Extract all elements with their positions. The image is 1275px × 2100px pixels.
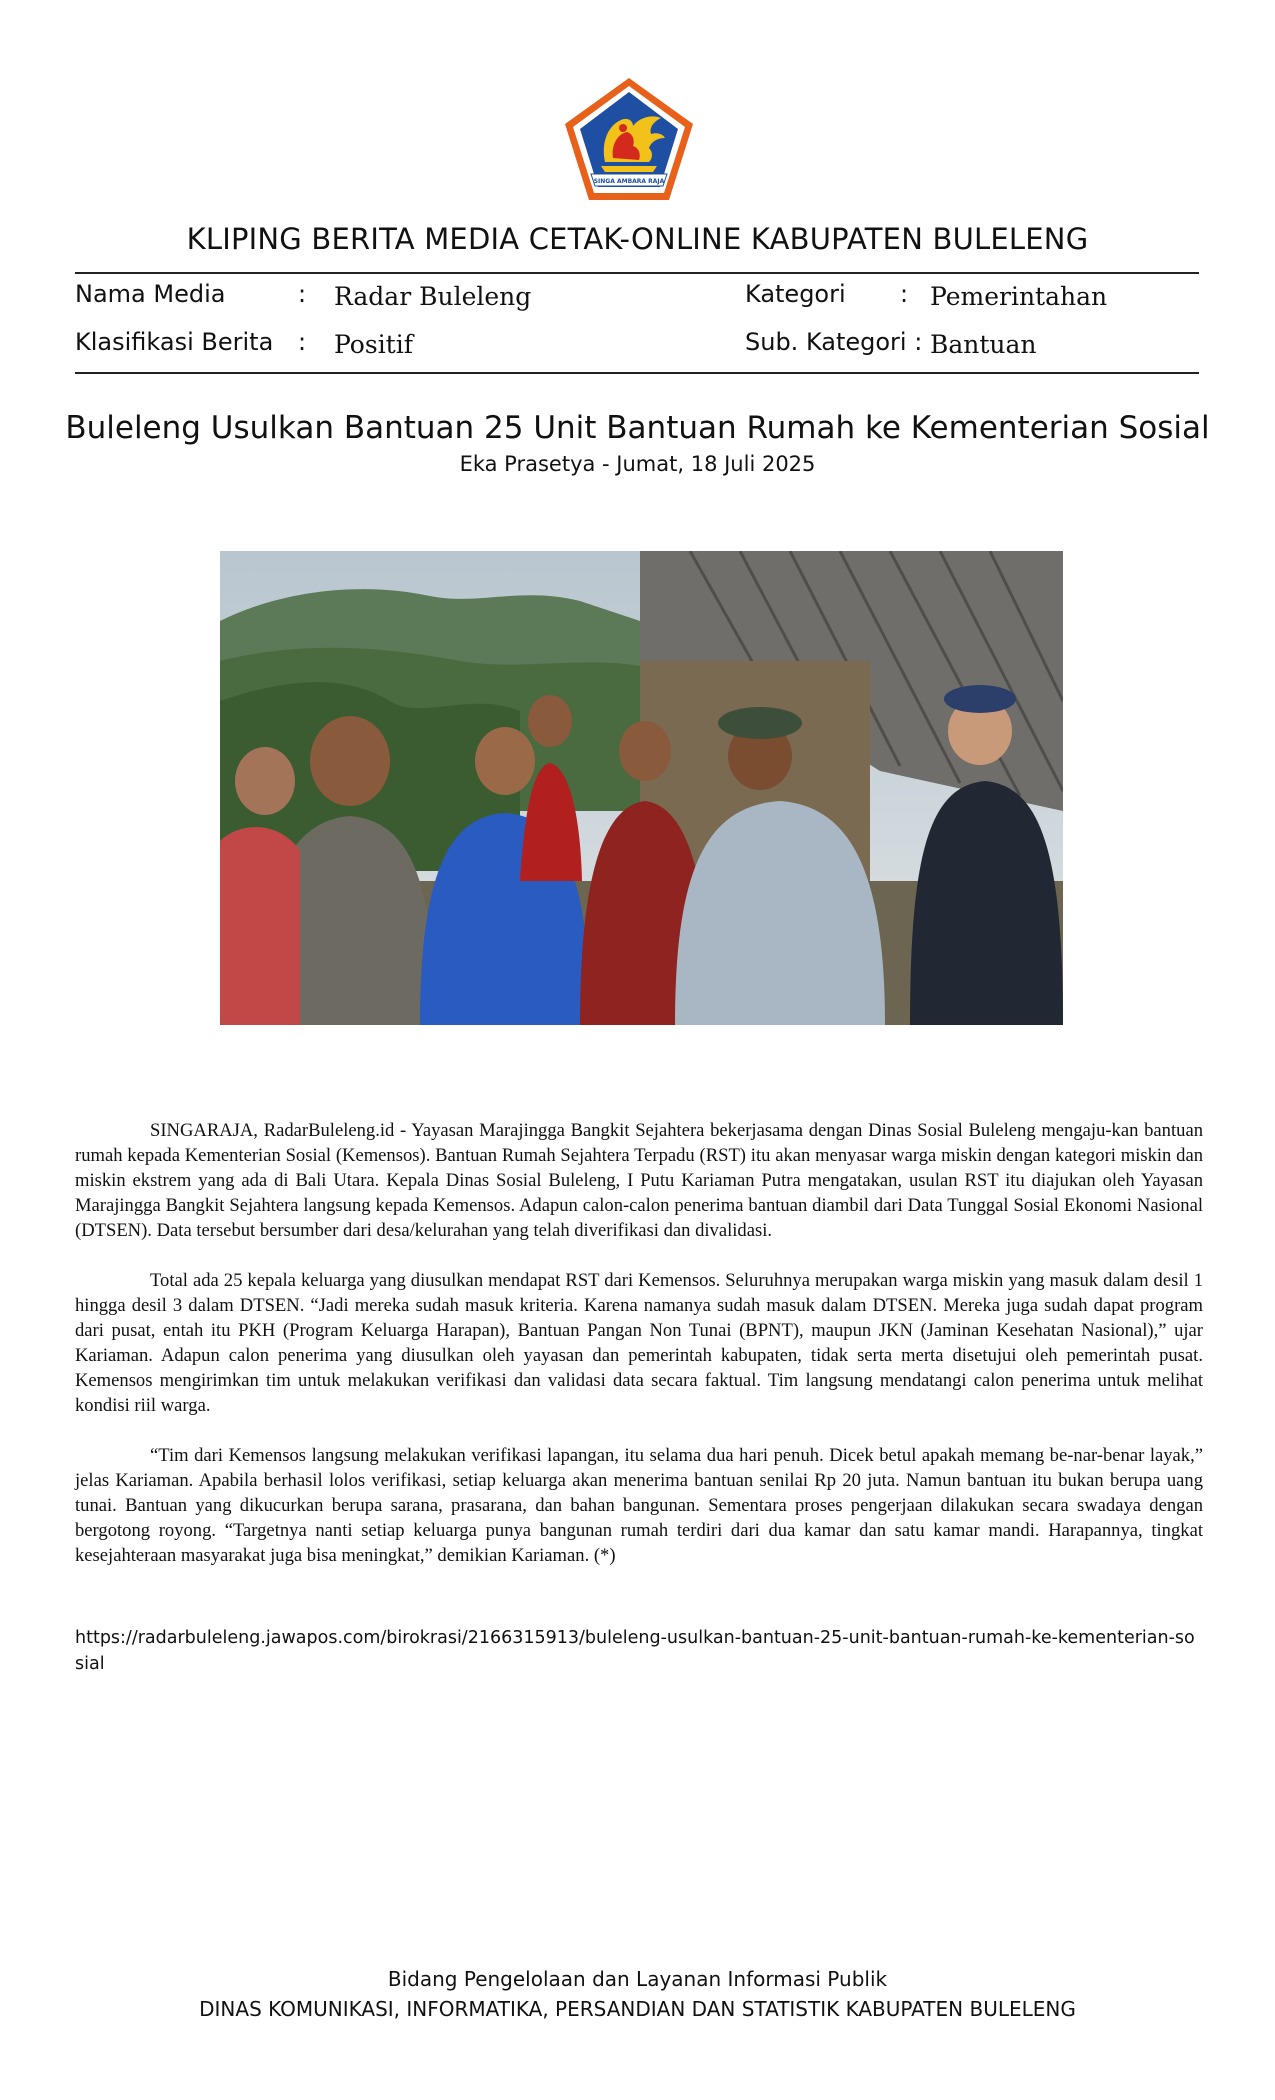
source-url[interactable]: https://radarbuleleng.jawapos.com/birokrasi/2166315913/buleleng-usulkan-bantuan-25-unit-bantuan-rumah-ke-kementerian-sosial — [75, 1628, 1195, 1674]
article-headline: Buleleng Usulkan Bantuan 25 Unit Bantuan Rumah ke Kementerian Sosial — [65, 410, 1210, 446]
nama-media-colon: : — [298, 280, 307, 308]
nama-media-value: Radar Buleleng — [334, 282, 532, 311]
logo-motto-text: SINGA AMBARA RAJA — [593, 178, 665, 185]
kategori-label: Kategori — [745, 280, 846, 308]
page-title: KLIPING BERITA MEDIA CETAK-ONLINE KABUPATEN BULELENG — [186, 222, 1089, 256]
klasifikasi-label: Klasifikasi Berita — [75, 328, 274, 356]
klasifikasi-colon: : — [298, 328, 307, 356]
sub-kategori-value: Bantuan — [930, 330, 1037, 359]
footer-department: Bidang Pengelolaan dan Layanan Informasi Publik — [387, 1967, 888, 1991]
article-paragraph-2: Total ada 25 kepala keluarga yang diusulkan mendapat RST dari Kemensos. Seluruhnya merupakan warga miskin yang masuk dalam desil 1 hingga desil 3 dalam DTSEN. “Jadi mereka sudah masuk kriteria. Karena namanya sudah masuk dalam DTSEN. Mereka juga sudah dapat program dari pusat, entah itu PKH (Program Keluarga Harapan), Bantuan Pangan Non Tunai (BPNT), maupun JKN (Jaminan Kesehatan Nasional),” ujar Kariaman. Adapun calon penerima yang diusulkan oleh yayasan dan pemerintah kabupaten, tidak serta merta disetujui oleh pemerintah pusat. Kemensos mengirimkan tim untuk melakukan verifikasi dan validasi data secara faktual. Tim langsung mendatangi calon penerima untuk melihat kondisi riil warga. — [75, 1270, 1203, 1416]
sub-kategori-label: Sub. Kategori : — [745, 328, 923, 356]
klasifikasi-value: Positif — [334, 330, 413, 359]
kabupaten-buleleng-logo — [561, 74, 697, 204]
article-body — [75, 1118, 1203, 1593]
article-paragraph-3: “Tim dari Kemensos langsung melakukan verifikasi lapangan, itu selama dua hari penuh. Dicek betul apakah memang be-nar-benar layak,” jelas Kariaman. Apabila berhasil lolos verifikasi, setiap keluarga akan menerima bantuan senilai Rp 20 juta. Namun bantuan itu bukan berupa uang tunai. Bantuan yang dikucurkan berupa sarana, prasarana, dan bahan bangunan. Sementara proses pengerjaan dilakukan secara swadaya dengan bergotong royong. “Targetnya nanti setiap keluarga punya bangunan rumah terdiri dari dua kamar dan satu kamar mandi. Harapannya, tingkat kesejahteraan masyarakat juga bisa meningkat,” demikian Kariaman. (*) — [75, 1445, 1203, 1566]
header-divider-bottom — [75, 372, 1199, 374]
nama-media-label: Nama Media — [75, 280, 226, 308]
header-divider-top — [75, 272, 1199, 274]
article-byline: Eka Prasetya - Jumat, 18 Juli 2025 — [459, 452, 816, 476]
footer-agency: DINAS KOMUNIKASI, INFORMATIKA, PERSANDIAN DAN STATISTIK KABUPATEN BULELENG — [199, 1997, 1076, 2021]
kategori-value: Pemerintahan — [930, 282, 1108, 311]
article-photo — [220, 551, 1063, 1025]
kategori-colon: : — [900, 280, 909, 308]
article-paragraph-1: SINGARAJA, RadarBuleleng.id - Yayasan Marajingga Bangkit Sejahtera bekerjasama dengan Dinas Sosial Buleleng mengaju-kan bantuan rumah kepada Kementerian Sosial (Kemensos). Bantuan Rumah Sejahtera Terpadu (RST) itu akan menyasar warga miskin dengan kategori miskin dan miskin ekstrem yang ada di Bali Utara. Kepala Dinas Sosial Buleleng, I Putu Kariaman Putra mengatakan, usulan RST itu diajukan oleh Yayasan Marajingga Bangkit Sejahtera langsung kepada Kemensos. Adapun calon-calon penerima bantuan diambil dari Data Tunggal Sosial Ekonomi Nasional (DTSEN). Data tersebut bersumber dari desa/kelurahan yang telah diverifikasi dan divalidasi. — [75, 1120, 1203, 1241]
